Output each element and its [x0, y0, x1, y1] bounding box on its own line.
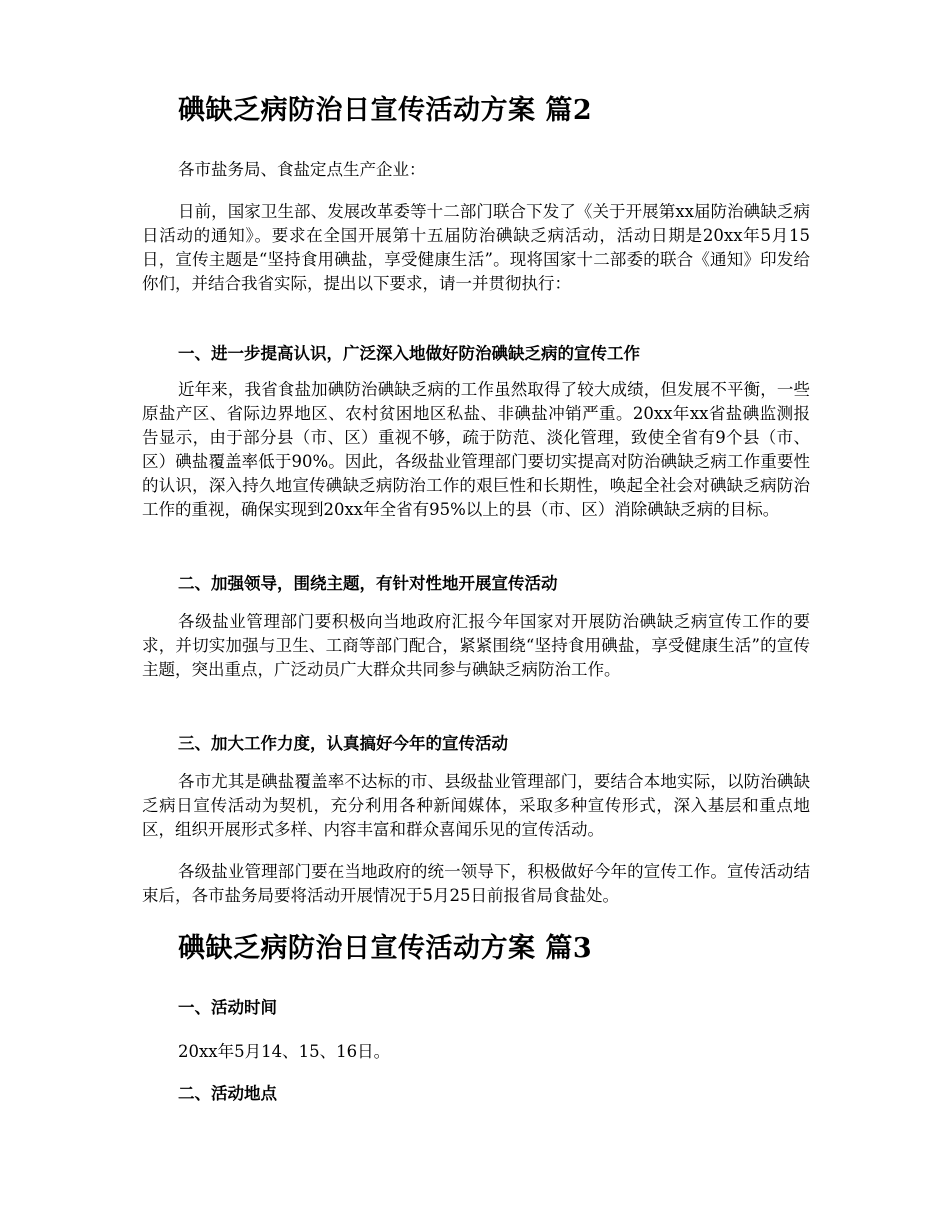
heading-3: 三、加大工作力度，认真搞好今年的宣传活动	[178, 734, 508, 753]
section-title-2: 碘缺乏病防治日宣传活动方案 篇2	[178, 95, 593, 126]
paragraph-1: 近年来，我省食盐加碘防治碘缺乏病的工作虽然取得了较大成绩，但发展不平衡，一些原盐产区、省际边界地区、农村贫困地区私盐、非碘盐冲销严重。20xx年xx省盐碘监测报告显示，由于部分县（市、区）重视不够，疏于防范、淡化管理，致使全省有9个县（市、区）碘盐覆盖率低于90%。因此，各级盐业管理部门要切实提高对防治碘缺乏病工作重要性的认识，深入持久地宣传碘缺乏病防治工作的艰巨性和长期性，唤起全社会对碘缺乏病防治工作的重视，确保实现到20xx年全省有95%以上的县（市、区）消除碘缺乏病的目标。	[142, 380, 810, 519]
paragraph-4: 各级盐业管理部门要在当地政府的统一领导下，积极做好今年的宣传工作。宣传活动结束后，各市盐务局要将活动开展情况于5月25日前报省局食盐处。	[142, 862, 810, 905]
paragraph-3: 各市尤其是碘盐覆盖率不达标的市、县级盐业管理部门，要结合本地实际，以防治碘缺乏病日宣传活动为契机，充分利用各种新闻媒体，采取多种宣传形式，深入基层和重点地区，组织开展形式多样、内容丰富和群众喜闻乐见的宣传活动。	[142, 772, 810, 839]
paragraph-2: 各级盐业管理部门要积极向当地政府汇报今年国家对开展防治碘缺乏病宣传工作的要求，并切实加强与卫生、工商等部门配合，紧紧围绕“坚持食用碘盐，享受健康生活”的宣传主题，突出重点，广泛动员广大群众共同参与碘缺乏病防治工作。	[142, 612, 810, 679]
activity-time-text: 20xx年5月14、15、16日。	[178, 1042, 391, 1061]
subheading-activity-time: 一、活动时间	[178, 998, 277, 1017]
intro-paragraph: 日前，国家卫生部、发展改革委等十二部门联合下发了《关于开展第xx届防治碘缺乏病日活动的通知》。要求在全国开展第十五届防治碘缺乏病活动，活动日期是20xx年5月15日，宣传主题是“坚持食用碘盐，享受健康生活”。现将国家十二部委的联合《通知》印发给你们，并结合我省实际，提出以下要求，请一并贯彻执行：	[142, 202, 810, 293]
heading-1: 一、进一步提高认识，广泛深入地做好防治碘缺乏病的宣传工作	[178, 344, 640, 363]
section-title-3: 碘缺乏病防治日宣传活动方案 篇3	[178, 933, 593, 964]
subheading-activity-location: 二、活动地点	[178, 1084, 277, 1103]
heading-2: 二、加强领导，围绕主题，有针对性地开展宣传活动	[178, 574, 558, 593]
greeting: 各市盐务局、食盐定点生产企业：	[178, 160, 426, 179]
